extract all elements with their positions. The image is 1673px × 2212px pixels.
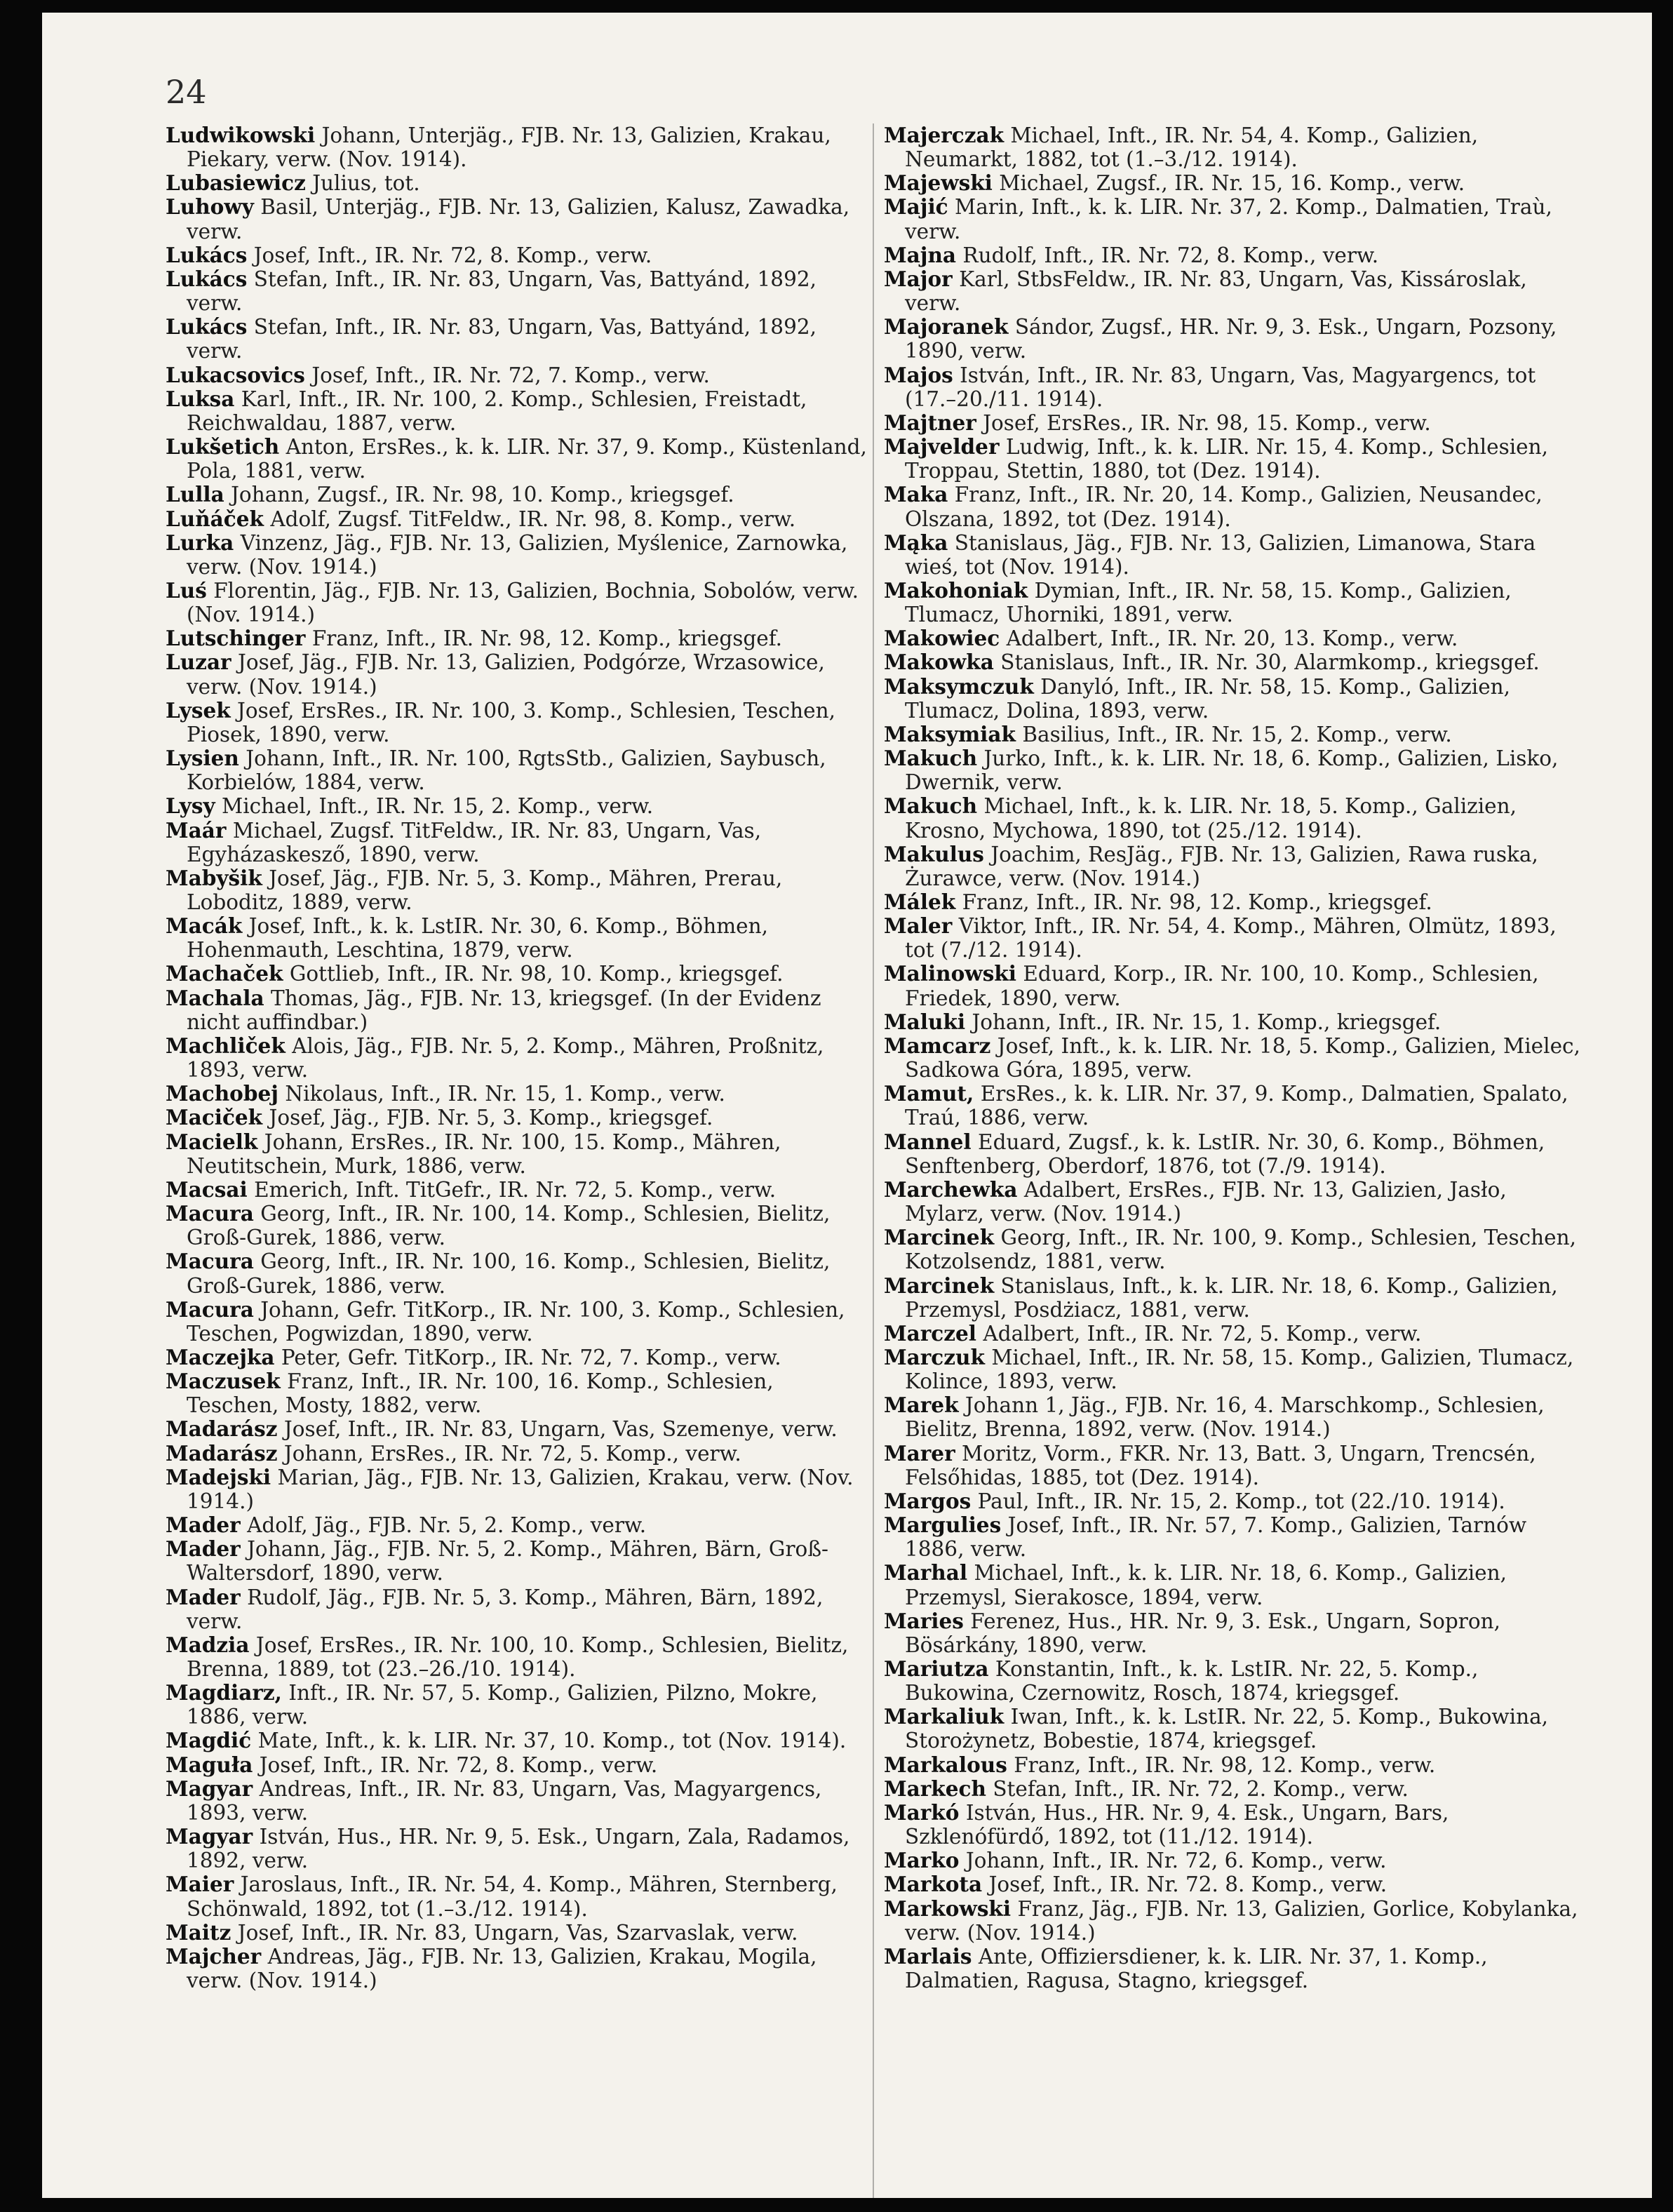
entry-surname: Mannel [884,1129,972,1154]
roster-entry [884,1082,1585,1130]
roster-entry [884,1346,1585,1393]
roster-entry [166,1346,867,1369]
entry-details: Nikolaus, Inft., IR. Nr. 15, 1. Komp., verw. [285,1082,725,1106]
entry-surname: Mader [166,1536,241,1562]
entry-details: Johann, Inft., IR. Nr. 100, RgtsStb., Galizien, Saybusch, Korbielów, 1884, verw. [187,746,826,795]
roster-entry [884,363,1585,411]
roster-entry [166,267,867,315]
roster-entry [884,1753,1585,1777]
entry-surname: Margulies [884,1513,1002,1538]
entry-surname: Marhal [884,1560,968,1586]
entry-surname: Luhowy [166,194,254,220]
roster-entry [884,723,1585,746]
entry-details: Josef, ErsRes., IR. Nr. 98, 15. Komp., verw. [983,410,1431,435]
entry-surname: Lukács [166,266,248,291]
entry-surname: Mąka [884,530,948,555]
entry-details: Michael, Inft., k. k. LIR. Nr. 18, 6. Komp., Galizien, Przemysl, Sierakosce, 1894, verw. [905,1561,1507,1609]
entry-details: Josef, Jäg., FJB. Nr. 5, 3. Komp., kriegsgef. [269,1106,713,1130]
entry-surname: Marlais [884,1943,972,1969]
entry-details: Johann 1, Jäg., FJB. Nr. 16, 4. Marschkomp., Schlesien, Bielitz, Brenna, 1892, verw. (Nov. 1914.) [905,1393,1545,1442]
entry-details: Adolf, Jäg., FJB. Nr. 5, 2. Komp., verw. [247,1513,647,1538]
entry-surname: Major [884,266,953,291]
entry-details: Josef, Inft., IR. Nr. 72, 7. Komp., verw. [311,363,710,387]
roster-entry [884,579,1585,626]
entry-surname: Lukacsovics [166,362,305,387]
entry-surname: Markowski [884,1896,1012,1921]
entry-surname: Maczusek [166,1369,281,1394]
entry-surname: Markó [884,1799,960,1825]
entry-details: Adolf, Zugsf. TitFeldw., IR. Nr. 98, 8. Komp., verw. [270,507,796,531]
entry-surname: Majić [884,194,948,220]
entry-surname: Luzar [166,650,231,675]
entry-details: Vinzenz, Jäg., FJB. Nr. 13, Galizien, Myślenice, Zarnowka, verw. (Nov. 1914.) [187,530,848,579]
roster-entry [166,1034,867,1082]
entry-surname: Marko [884,1848,960,1873]
roster-entry [884,315,1585,363]
roster-entry [884,1513,1585,1561]
entry-details: Rudolf, Inft., IR. Nr. 72, 8. Komp., verw. [962,243,1379,267]
entry-surname: Lukács [166,314,248,340]
entry-details: Andreas, Inft., IR. Nr. 83, Ungarn, Vas, Magyargencs, 1893, verw. [187,1776,822,1825]
entry-surname: Marczuk [884,1344,985,1369]
entry-surname: Mamcarz [884,1033,991,1058]
entry-surname: Magdić [166,1728,252,1753]
entry-surname: Majcher [166,1943,262,1969]
roster-entry [884,746,1585,794]
entry-details: Marian, Jäg., FJB. Nr. 13, Galizien, Krakau, verw. (Nov. 1914.) [187,1465,854,1513]
entry-surname: Majerczak [884,123,1005,147]
entry-surname: Makulus [884,841,984,866]
entry-surname: Machliček [166,1033,285,1058]
entry-surname: Lysien [166,746,239,771]
roster-entry [884,1274,1585,1322]
entry-surname: Mabyšik [166,865,262,890]
entry-surname: Marcinek [884,1225,995,1250]
entry-surname: Maciček [166,1105,263,1130]
roster-entry [166,1777,867,1825]
entry-details: Josef, Inft., IR. Nr. 72. 8. Komp., verw. [988,1872,1388,1897]
roster-entry [884,626,1585,650]
entry-details: Florentin, Jäg., FJB. Nr. 13, Galizien, Bochnia, Sobolów, verw. (Nov. 1914.) [187,578,859,627]
entry-details: Konstantin, Inft., k. k. LstIR. Nr. 22, 5. Komp., Bukowina, Czernowitz, Rosch, 1874, kriegsgef. [905,1657,1479,1705]
roster-entry [166,1417,867,1441]
entry-details: Johann, Zugsf., IR. Nr. 98, 10. Komp., kriegsgef. [231,483,734,507]
column-left [166,123,867,1992]
entry-details: Emerich, Inft. TitGefr., IR. Nr. 72, 5. Komp., verw. [254,1177,777,1202]
entry-surname: Majewski [884,170,993,196]
column-right [884,123,1585,1992]
entry-details: Johann, Gefr. TitKorp., IR. Nr. 100, 3. Komp., Schlesien, Teschen, Pogwizdan, 1890, verw. [187,1297,845,1346]
entry-details: Sándor, Zugsf., HR. Nr. 9, 3. Esk., Ungarn, Pozsony, 1890, verw. [905,315,1557,363]
entry-surname: Machobej [166,1081,278,1106]
entry-details: Josef, Inft., IR. Nr. 57, 7. Komp., Galizien, Tarnów 1886, verw. [905,1513,1527,1562]
roster-entry [884,1609,1585,1657]
entry-surname: Macura [166,1296,254,1322]
entry-details: Moritz, Vorm., FKR. Nr. 13, Batt. 3, Ungarn, Trencsén, Felsőhidas, 1885, tot (Dez. 1914). [905,1441,1536,1489]
entry-surname: Marczel [884,1320,977,1346]
roster-entry [884,1034,1585,1082]
entry-details: Adalbert, Inft., IR. Nr. 20, 13. Komp., verw. [1006,626,1458,651]
entry-surname: Maksymczuk [884,673,1034,699]
entry-details: Ante, Offiziersdiener, k. k. LIR. Nr. 37, 1. Komp., Dalmatien, Ragusa, Stagno, kriegsgef. [905,1944,1488,1993]
roster-entry [166,363,867,387]
roster-entry [166,579,867,626]
entry-surname: Maka [884,482,948,507]
roster-entry [166,387,867,435]
column-divider [873,123,874,2198]
entry-surname: Málek [884,890,956,914]
roster-entry [884,1777,1585,1801]
roster-entry [166,195,867,243]
entry-details: Josef, Inft., k. k. LIR. Nr. 18, 5. Komp., Galizien, Mielec, Sadkowa Góra, 1895, verw. [905,1033,1580,1082]
entry-surname: Mader [166,1584,241,1609]
entry-details: Michael, Zugsf., IR. Nr. 15, 16. Komp., verw. [999,171,1465,196]
roster-entry [166,1753,867,1777]
roster-entry [884,1801,1585,1849]
entry-surname: Madarász [166,1416,278,1442]
entry-details: ErsRes., k. k. LIR. Nr. 37, 9. Komp., Dalmatien, Spalato, Traú, 1886, verw. [905,1082,1568,1130]
entry-surname: Majna [884,242,957,267]
entry-details: Johann, Inft., IR. Nr. 15, 1. Komp., kriegsgef. [972,1010,1442,1034]
roster-entry [884,1897,1585,1945]
roster-entry [166,1202,867,1249]
entry-details: Joachim, ResJäg., FJB. Nr. 13, Galizien, Rawa ruska, Żurawce, verw. (Nov. 1914.) [905,842,1538,890]
entry-surname: Ludwikowski [166,123,316,147]
entry-details: István, Hus., HR. Nr. 9, 5. Esk., Ungarn, Zala, Radamos, 1892, verw. [187,1825,850,1873]
roster-entry [884,411,1585,435]
roster-entry [166,1513,867,1537]
entry-surname: Markalous [884,1752,1007,1777]
entry-surname: Macielk [166,1129,258,1154]
entry-details: Marin, Inft., k. k. LIR. Nr. 37, 2. Komp., Dalmatien, Traù, verw. [905,195,1552,243]
entry-details: Josef, Inft., IR. Nr. 72, 8. Komp., verw. [253,243,652,267]
roster-entry [166,1178,867,1202]
roster-entry [884,123,1585,171]
entry-surname: Macsai [166,1177,248,1202]
roster-entry [884,675,1585,723]
entry-surname: Luksa [166,386,235,411]
roster-entry [166,794,867,818]
roster-entry [884,531,1585,579]
entry-details: Josef, ErsRes., IR. Nr. 100, 3. Komp., Schlesien, Teschen, Piosek, 1890, verw. [187,698,835,746]
roster-entry [166,746,867,794]
roster-entry [884,1130,1585,1178]
entry-surname: Majoranek [884,314,1009,340]
entry-details: Franz, Inft., IR. Nr. 20, 14. Komp., Galizien, Neusandec, Olszana, 1892, tot (Dez. 1914). [905,483,1543,531]
entry-surname: Lysek [166,697,231,723]
roster-entry [884,794,1585,842]
entry-surname: Maluki [884,1009,966,1034]
entry-details: Adalbert, Inft., IR. Nr. 72, 5. Komp., verw. [983,1321,1422,1346]
page [42,13,1652,2198]
entry-details: Stefan, Inft., IR. Nr. 72, 2. Komp., verw. [993,1776,1409,1801]
roster-entry [166,1633,867,1681]
entry-details: Michael, Inft., k. k. LIR. Nr. 18, 5. Komp., Galizien, Krosno, Mychowa, 1890, tot (25./12. 1914). [905,794,1517,843]
entry-details: Julius, tot. [312,171,420,196]
roster-entry [884,1872,1585,1896]
roster-entry [166,243,867,267]
roster-entry [884,171,1585,195]
entry-details: Basilius, Inft., IR. Nr. 15, 2. Komp., verw. [1022,722,1452,746]
roster-entry [166,819,867,866]
entry-details: Johann, ErsRes., IR. Nr. 72, 5. Komp., verw. [283,1441,741,1466]
entry-details: Mate, Inft., k. k. LIR. Nr. 37, 10. Komp., tot (Nov. 1914). [257,1729,847,1753]
entry-surname: Macák [166,913,243,939]
entry-details: Anton, ErsRes., k. k. LIR. Nr. 37, 9. Komp., Küstenland, Pola, 1881, verw. [187,435,867,483]
entry-details: Michael, Inft., IR. Nr. 15, 2. Komp., verw. [221,794,654,819]
entry-surname: Lukšetich [166,434,280,460]
entry-details: Basil, Unterjäg., FJB. Nr. 13, Galizien, Kalusz, Zawadka, verw. [187,195,850,243]
roster-entry [166,1681,867,1729]
entry-surname: Maier [166,1872,234,1897]
entry-details: Karl, StbsFeldw., IR. Nr. 83, Ungarn, Vas, Kissároslak, verw. [905,267,1527,316]
entry-details: Stanislaus, Inft., k. k. LIR. Nr. 18, 6. Komp., Galizien, Przemysl, Posdżiacz, 1881, verw. [905,1273,1558,1322]
entry-details: Josef, Jäg., FJB. Nr. 13, Galizien, Podgórze, Wrzasowice, verw. (Nov. 1914.) [187,650,825,699]
roster-entry [166,1369,867,1417]
entry-details: Georg, Inft., IR. Nr. 100, 9. Komp., Schlesien, Teschen, Kotzolsendz, 1881, verw. [905,1226,1576,1274]
roster-entry [884,650,1585,674]
entry-surname: Maries [884,1608,964,1633]
entry-surname: Machaček [166,961,283,986]
roster-entry [166,866,867,914]
entry-details: Josef, Inft., IR. Nr. 72, 8. Komp., verw. [259,1752,658,1777]
entry-details: Dymian, Inft., IR. Nr. 58, 15. Komp., Galizien, Tlumacz, Uhorniki, 1891, verw. [905,578,1512,627]
roster-entry [884,1226,1585,1273]
roster-entry [884,1322,1585,1346]
roster-entry [884,962,1585,1010]
entry-surname: Majos [884,362,953,387]
roster-entry [166,1872,867,1920]
roster-entry [166,507,867,531]
entry-surname: Lysy [166,793,215,819]
roster-entry [884,267,1585,315]
roster-entry [166,1945,867,1992]
roster-entry [884,1705,1585,1752]
entry-surname: Madarász [166,1440,278,1466]
entry-surname: Maguła [166,1752,253,1777]
roster-entry [884,1657,1585,1705]
entry-details: Josef, Inft., k. k. LstIR. Nr. 30, 6. Komp., Böhmen, Hohenmauth, Leschtina, 1879, verw. [187,914,768,963]
roster-entry [884,1945,1585,1992]
roster-entry [166,626,867,650]
entry-details: Josef, Inft., IR. Nr. 83, Ungarn, Vas, Szemenye, verw. [283,1417,838,1442]
entry-details: Josef, Jäg., FJB. Nr. 5, 3. Komp., Mähren, Prerau, Loboditz, 1889, verw. [187,866,783,914]
entry-details: Karl, Inft., IR. Nr. 100, 2. Komp., Schlesien, Freistadt, Reichwaldau, 1887, verw. [187,387,807,435]
entry-surname: Madzia [166,1632,250,1657]
roster-entry [884,1393,1585,1441]
entry-details: Jaroslaus, Inft., IR. Nr. 54, 4. Komp., Mähren, Sternberg, Schönwald, 1892, tot (1.–3./12. 1914). [187,1872,838,1921]
roster-entry [166,914,867,962]
roster-entry [166,171,867,195]
roster-entry [166,986,867,1034]
entry-details: Johann, Inft., IR. Nr. 72, 6. Komp., verw. [965,1849,1387,1873]
roster-entry [166,1466,867,1513]
roster-entry [166,435,867,483]
entry-details: Michael, Inft., IR. Nr. 54, 4. Komp., Galizien, Neumarkt, 1882, tot (1.–3./12. 1914). [905,123,1479,172]
entry-details: Josef, Inft., IR. Nr. 83, Ungarn, Vas, Szarvaslak, verw. [237,1920,798,1945]
roster-entry [884,890,1585,914]
entry-details: Franz, Inft., IR. Nr. 98, 12. Komp., kriegsgef. [311,626,782,651]
roster-entry [884,1849,1585,1872]
entry-surname: Marcinek [884,1273,995,1298]
entry-details: István, Hus., HR. Nr. 9, 4. Esk., Ungarn, Bars, Szklenófürdő, 1892, tot (11./12. 1914). [905,1800,1449,1849]
entry-details: Peter, Gefr. TitKorp., IR. Nr. 72, 7. Komp., verw. [281,1345,781,1369]
entry-surname: Lubasiewicz [166,170,306,196]
entry-surname: Maczejka [166,1344,275,1369]
entry-surname: Lukács [166,242,248,267]
roster-entry [166,123,867,171]
entry-details: Franz, Jäg., FJB. Nr. 13, Galizien, Gorlice, Kobylanka, verw. (Nov. 1914.) [905,1896,1578,1945]
entry-details: Johann, Unterjäg., FJB. Nr. 13, Galizien, Krakau, Piekary, verw. (Nov. 1914). [187,123,831,172]
entry-surname: Marchewka [884,1177,1018,1202]
entry-surname: Maitz [166,1919,231,1945]
roster-entry [166,1082,867,1106]
entry-details: Franz, Inft., IR. Nr. 98, 12. Komp., kriegsgef. [962,890,1432,914]
entry-details: Gottlieb, Inft., IR. Nr. 98, 10. Komp., kriegsgef. [289,962,784,986]
entry-surname: Majvelder [884,434,1000,460]
entry-details: Georg, Inft., IR. Nr. 100, 16. Komp., Schlesien, Bielitz, Groß-Gurek, 1886, verw. [187,1249,831,1298]
roster-entry [884,1561,1585,1609]
roster-entry [166,962,867,986]
entry-details: Eduard, Korp., IR. Nr. 100, 10. Komp., Schlesien, Friedek, 1890, verw. [905,962,1539,1010]
page-number: 24 [166,73,207,111]
entry-surname: Makuch [884,793,978,819]
entry-surname: Markota [884,1872,983,1897]
entry-surname: Markech [884,1776,986,1801]
entry-surname: Macura [166,1249,254,1274]
entry-details: Michael, Zugsf. TitFeldw., IR. Nr. 83, Ungarn, Vas, Egyházaskesző, 1890, verw. [187,818,762,866]
entry-surname: Maler [884,913,953,939]
roster-entry [166,1921,867,1945]
roster-entry [166,1130,867,1178]
roster-entry [884,195,1585,243]
entry-surname: Lutschinger [166,626,306,651]
entry-surname: Majtner [884,410,976,435]
entry-surname: Luś [166,577,207,603]
roster-entry [166,531,867,579]
roster-entry [166,650,867,698]
entry-details: Viktor, Inft., IR. Nr. 54, 4. Komp., Mähren, Olmütz, 1893, tot (7./12. 1914). [905,914,1557,963]
roster-entry [166,1106,867,1130]
entry-details: Eduard, Zugsf., k. k. LstIR. Nr. 30, 6. Komp., Böhmen, Senftenberg, Oberdorf, 1876, tot (7./9. 1914). [905,1130,1545,1178]
entry-surname: Macura [166,1201,254,1226]
entry-details: Inft., IR. Nr. 57, 5. Komp., Galizien, Pilzno, Mokre, 1886, verw. [187,1681,818,1729]
entry-surname: Makowka [884,650,994,675]
entry-details: Stefan, Inft., IR. Nr. 83, Ungarn, Vas, Battyánd, 1892, verw. [187,315,817,363]
entry-surname: Makowiec [884,626,1000,651]
entry-surname: Lurka [166,530,234,555]
entry-surname: Madejski [166,1464,271,1489]
entry-surname: Magyar [166,1776,253,1801]
entry-details: Michael, Inft., IR. Nr. 58, 15. Komp., Galizien, Tlumacz, Kolince, 1893, verw. [905,1345,1574,1394]
roster-entry [884,1442,1585,1489]
entry-surname: Margos [884,1488,972,1513]
entry-details: Ferenez, Hus., HR. Nr. 9, 3. Esk., Ungarn, Sopron, Bösárkány, 1890, verw. [905,1609,1501,1657]
entry-details: Franz, Inft., IR. Nr. 100, 16. Komp., Schlesien, Teschen, Mosty, 1882, verw. [187,1369,774,1418]
entry-details: Franz, Inft., IR. Nr. 98, 12. Komp., verw. [1014,1752,1436,1777]
entry-surname: Magdiarz, [166,1680,282,1705]
entry-surname: Maksymiak [884,721,1016,746]
entry-surname: Marer [884,1440,955,1466]
entry-details: Stefan, Inft., IR. Nr. 83, Ungarn, Vas, Battyánd, 1892, verw. [187,267,817,316]
roster-entry [166,483,867,507]
entry-details: Jurko, Inft., k. k. LIR. Nr. 18, 6. Komp., Galizien, Lisko, Dwernik, verw. [905,746,1559,795]
roster-entry [166,1729,867,1752]
roster-entry [166,1825,867,1872]
entry-details: Stanislaus, Inft., IR. Nr. 30, Alarmkomp., kriegsgef. [1000,650,1540,675]
entry-surname: Markaliuk [884,1704,1005,1729]
entry-details: Rudolf, Jäg., FJB. Nr. 5, 3. Komp., Mähren, Bärn, 1892, verw. [187,1585,824,1633]
entry-details: Danyló, Inft., IR. Nr. 58, 15. Komp., Galizien, Tlumacz, Dolina, 1893, verw. [905,674,1511,723]
roster-entry [884,435,1585,483]
entry-details: Stanislaus, Jäg., FJB. Nr. 13, Galizien, Limanowa, Stara wieś, tot (Nov. 1914). [905,530,1536,579]
roster-entry [166,1537,867,1585]
roster-entry [166,1442,867,1466]
entry-details: Adalbert, ErsRes., FJB. Nr. 13, Galizien, Jasło, Mylarz, verw. (Nov. 1914.) [905,1177,1507,1226]
entry-surname: Magyar [166,1824,253,1849]
entry-surname: Mader [166,1513,241,1538]
entry-details: Andreas, Jäg., FJB. Nr. 13, Galizien, Krakau, Mogila, verw. (Nov. 1914.) [187,1944,817,1993]
entry-details: Ludwig, Inft., k. k. LIR. Nr. 15, 4. Komp., Schlesien, Troppau, Stettin, 1880, tot (Dez. 1914). [905,435,1548,483]
roster-entry [884,483,1585,530]
roster-entry [166,315,867,363]
entry-surname: Lulla [166,482,224,507]
entry-surname: Machala [166,985,264,1010]
entry-details: Alois, Jäg., FJB. Nr. 5, 2. Komp., Mähren, Proßnitz, 1893, verw. [187,1033,824,1082]
roster-entry [884,914,1585,962]
roster-entry [884,1489,1585,1513]
entry-surname: Makuch [884,746,978,771]
roster-entry [884,243,1585,267]
entry-surname: Luňáček [166,506,264,531]
entry-details: Paul, Inft., IR. Nr. 15, 2. Komp., tot (22./10. 1914). [977,1489,1505,1513]
entry-surname: Mamut, [884,1081,974,1106]
entry-details: Thomas, Jäg., FJB. Nr. 13, kriegsgef. (In der Evidenz nicht auffindbar.) [187,986,821,1034]
roster-entry [166,1298,867,1346]
entry-surname: Maár [166,817,227,843]
entry-details: István, Inft., IR. Nr. 83, Ungarn, Vas, Magyargencs, tot (17.–20./11. 1914). [905,363,1536,411]
roster-entry [884,1178,1585,1226]
entry-details: Josef, ErsRes., IR. Nr. 100, 10. Komp., Schlesien, Bielitz, Brenna, 1889, tot (23.–26./10. 1914). [187,1633,849,1681]
entry-details: Iwan, Inft., k. k. LstIR. Nr. 22, 5. Komp., Bukowina, Storożynetz, Bobestie, 1874, kriegsgef. [905,1705,1549,1753]
entry-surname: Marek [884,1393,959,1418]
roster-entry [166,1249,867,1297]
roster-entry [884,843,1585,890]
entry-surname: Makohoniak [884,577,1028,603]
entry-details: Johann, Jäg., FJB. Nr. 5, 2. Komp., Mähren, Bärn, Groß-Waltersdorf, 1890, verw. [187,1537,828,1586]
roster-entry [166,1586,867,1633]
roster-entry [166,699,867,746]
entry-surname: Malinowski [884,961,1016,986]
entry-details: Johann, ErsRes., IR. Nr. 100, 15. Komp., Mähren, Neutitschein, Murk, 1886, verw. [187,1130,781,1178]
entry-details: Georg, Inft., IR. Nr. 100, 14. Komp., Schlesien, Bielitz, Groß-Gurek, 1886, verw. [187,1202,831,1250]
roster-entry [884,1010,1585,1034]
entry-surname: Mariutza [884,1656,989,1681]
